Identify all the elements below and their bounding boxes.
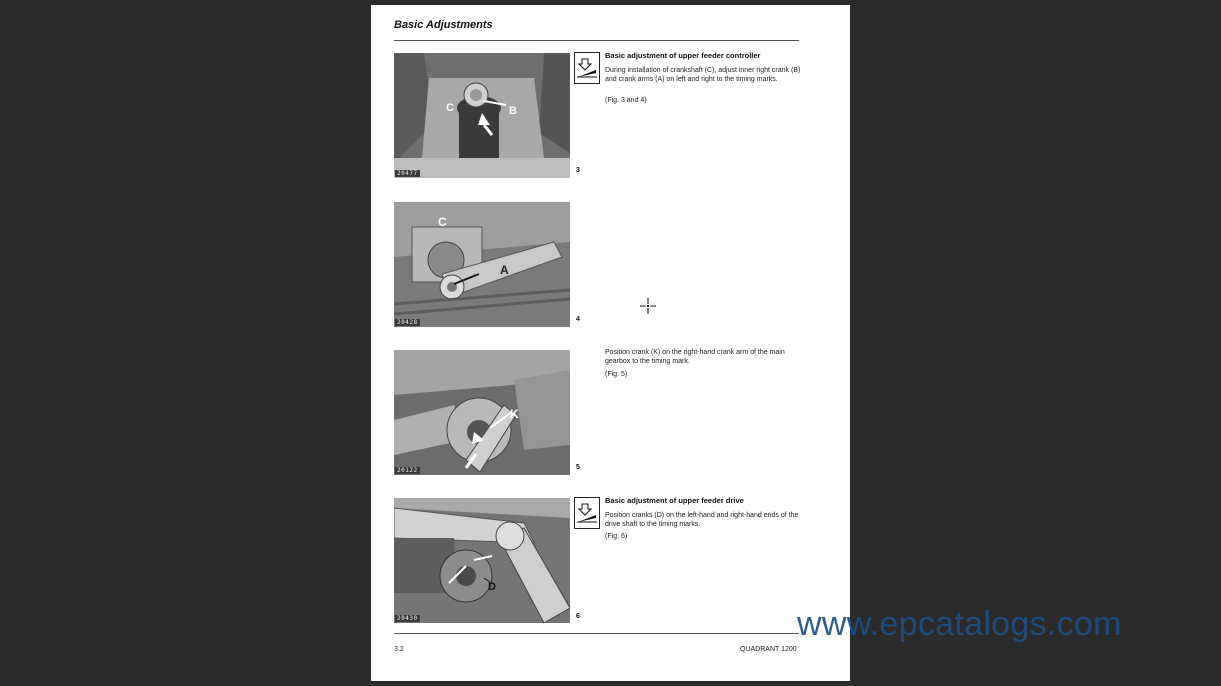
figure-5-code: 20122 [397, 467, 418, 474]
section-ref-fig-6: (Fig. 6) [605, 533, 628, 540]
page-number: 3.2 [394, 646, 404, 653]
header-rule [394, 40, 799, 41]
section-body-upper-feeder-drive: Position cranks (D) on the left-hand and right-hand ends of the drive shaft to the timing marks. [605, 512, 799, 528]
figure-5-image [394, 350, 570, 475]
figure-4-photo [394, 202, 570, 327]
figure-6-image [394, 498, 570, 623]
manual-page [371, 5, 850, 681]
figure-4-image [394, 202, 570, 327]
watermark-text: www.epcatalogs.com [797, 605, 1122, 643]
manual-title: QUADRANT 1200 [740, 646, 797, 653]
section-title-upper-feeder-controller: Basic adjustment of upper feeder controller [605, 51, 761, 60]
section-body-upper-feeder-controller: During installation of crankshaft (C), adjust inner right crank (B) and crank arms (A) on left and right to the timing marks. [605, 67, 801, 83]
footer-rule [394, 633, 799, 634]
figure-5-photo [394, 350, 570, 475]
figure-3-label-c: C [446, 102, 454, 114]
figure-6-label-d: D [488, 581, 496, 593]
figure-3-photo [394, 53, 570, 178]
figure-3-code: 20477 [397, 170, 418, 177]
figure-5-label-k: K [510, 407, 519, 421]
figure-4-label-a: A [500, 263, 509, 277]
figure-4-label-c: C [438, 215, 447, 229]
section-ref-fig-5: (Fig. 5) [605, 371, 628, 378]
figure-3-label-b: B [509, 105, 517, 117]
figure-6-photo [394, 498, 570, 623]
section-title-upper-feeder-drive: Basic adjustment of upper feeder drive [605, 496, 744, 505]
adjustment-note-icon [574, 52, 600, 84]
figure-6-code: 20430 [397, 615, 418, 622]
figure-4-number: 4 [576, 316, 580, 323]
crosshair-cursor-icon [640, 298, 656, 314]
figure-3-image [394, 53, 570, 178]
figure-3-number: 3 [576, 167, 580, 174]
page-header: Basic Adjustments [394, 19, 493, 31]
figure-5-number: 5 [576, 464, 580, 471]
section-ref-fig-3-4: (Fig. 3 and 4) [605, 97, 647, 104]
adjustment-note-icon [574, 497, 600, 529]
figure-6-number: 6 [576, 613, 580, 620]
section-body-crank-k: Position crank (K) on the right-hand crank arm of the main gearbox to the timing mark. [605, 349, 785, 365]
figure-4-code: 20428 [397, 319, 418, 326]
